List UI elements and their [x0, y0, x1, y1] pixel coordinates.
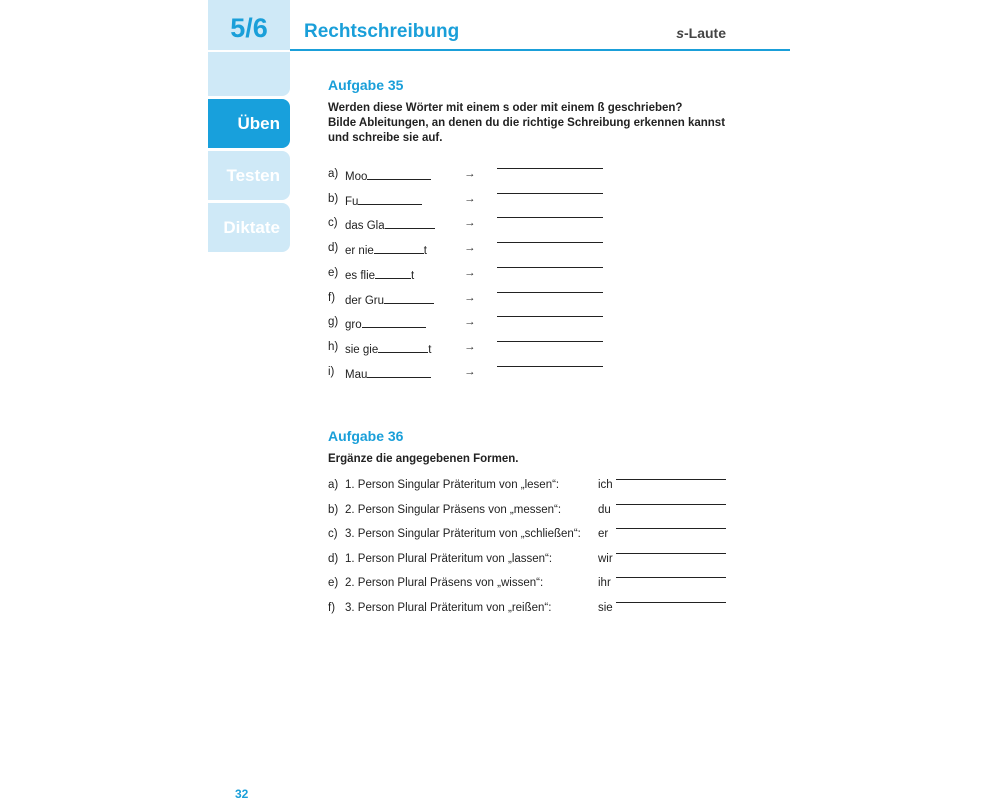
item-pronoun: ihr [598, 577, 611, 590]
task-36-item [328, 528, 728, 546]
item-label: c) [328, 528, 338, 541]
item-pronoun: du [598, 503, 611, 516]
task-36-item [328, 553, 728, 571]
answer-line[interactable] [497, 341, 603, 342]
blank-line[interactable] [367, 366, 431, 378]
task-35-item [328, 217, 628, 235]
task-35-item [328, 168, 628, 186]
task-36-item [328, 602, 728, 620]
task-35-instruction [328, 101, 725, 146]
task-35-item [328, 341, 628, 359]
item-label: c) [328, 217, 338, 230]
item-prefix: Fu [345, 195, 359, 208]
answer-line[interactable] [497, 267, 603, 268]
item-description: 2. Person Singular Präsens von „messen“: [345, 503, 562, 516]
item-label: d) [328, 552, 339, 565]
item-word [345, 193, 422, 208]
task-35-item [328, 242, 628, 260]
answer-line[interactable] [616, 479, 726, 480]
task-35-instruction-line-3: und schreibe sie auf. [328, 132, 443, 144]
answer-line[interactable] [616, 504, 726, 505]
answer-line[interactable] [616, 528, 726, 529]
side-tab-ueben[interactable] [208, 99, 290, 148]
task-35-item [328, 292, 628, 310]
blank-line[interactable] [385, 217, 435, 229]
task-35-instruction-line-2: Bilde Ableitungen, an denen du die richtige Schreibung erkennen kannst [328, 117, 726, 129]
item-pronoun: wir [598, 552, 613, 565]
page-title: Rechtschreibung [304, 21, 460, 42]
item-prefix: Moo [345, 171, 368, 183]
item-pronoun: er [598, 528, 609, 541]
answer-line[interactable] [497, 242, 603, 243]
blank-line[interactable] [374, 242, 424, 254]
task-35-heading: Aufgabe 35 [328, 77, 404, 93]
item-label: a) [328, 479, 339, 491]
item-word [345, 217, 435, 232]
item-label: f) [328, 291, 336, 304]
item-word [345, 366, 431, 381]
answer-line[interactable] [497, 316, 603, 317]
item-description: 1. Person Plural Präteritum von „lassen“: [345, 552, 553, 565]
item-label: g) [328, 316, 339, 329]
task-36-item [328, 504, 728, 522]
item-label: d) [328, 242, 339, 255]
header-divider [290, 49, 790, 51]
arrow-icon: → [464, 192, 476, 205]
arrow-icon: → [464, 168, 476, 180]
item-label: f) [328, 602, 336, 614]
blank-line[interactable] [358, 193, 422, 205]
arrow-icon: → [464, 242, 476, 255]
item-word [345, 267, 414, 282]
task-35-item [328, 267, 628, 285]
arrow-icon: → [464, 291, 476, 304]
item-suffix: t [423, 245, 427, 258]
item-word [345, 316, 426, 331]
task-35-item [328, 366, 628, 384]
item-prefix: Mau [345, 368, 368, 381]
side-tab-diktate[interactable] [208, 203, 290, 252]
item-description: 3. Person Singular Präteritum von „schließen“: [345, 528, 581, 541]
blank-line[interactable] [378, 341, 428, 353]
item-word [345, 292, 434, 307]
blank-line[interactable] [384, 292, 434, 304]
item-word [345, 341, 431, 356]
answer-line[interactable] [497, 366, 603, 367]
side-tab-ueben-label: Üben [237, 113, 280, 133]
side-tab-testen[interactable] [208, 151, 290, 200]
answer-line[interactable] [616, 577, 726, 578]
item-label: h) [328, 340, 339, 353]
item-prefix: sie gie [345, 343, 379, 356]
item-description: 2. Person Plural Präsens von „wissen“: [345, 577, 544, 590]
item-label: b) [328, 503, 339, 516]
page-number: 32 [235, 787, 249, 801]
item-suffix: t [428, 343, 432, 356]
item-suffix: t [411, 269, 415, 282]
item-pronoun: sie [598, 602, 613, 614]
task-36-item [328, 479, 728, 497]
item-label: e) [328, 266, 339, 279]
arrow-icon: → [464, 266, 476, 279]
answer-line[interactable] [497, 193, 603, 194]
blank-line[interactable] [362, 316, 426, 328]
item-label: e) [328, 577, 339, 590]
subtitle-italic: s [676, 25, 684, 41]
side-tab-diktate-label: Diktate [223, 217, 280, 237]
arrow-icon: → [464, 316, 476, 329]
answer-line[interactable] [497, 217, 603, 218]
answer-line[interactable] [497, 168, 603, 169]
task-35-item [328, 316, 628, 334]
answer-line[interactable] [616, 602, 726, 603]
task-35-item [328, 193, 628, 211]
item-word [345, 168, 431, 183]
subtitle-rest: -Laute [684, 25, 726, 41]
task-36-instruction: Ergänze die angegebenen Formen. [328, 453, 519, 465]
blank-line[interactable] [367, 168, 431, 180]
item-prefix: das Gla [345, 220, 385, 233]
task-35-instruction-line-1: Werden diese Wörter mit einem s oder mit einem ß geschrieben? [328, 102, 683, 114]
item-label: a) [328, 168, 339, 180]
item-prefix: er nie [345, 245, 374, 258]
item-word [345, 242, 427, 257]
item-prefix: gro [345, 319, 362, 332]
arrow-icon: → [464, 340, 476, 353]
item-label: i) [328, 365, 335, 378]
item-prefix: der Gru [345, 294, 384, 307]
arrow-icon: → [464, 365, 476, 378]
item-prefix: es flie [345, 269, 376, 282]
item-description: 3. Person Plural Präteritum von „reißen“: [345, 602, 552, 614]
side-tab-blank [208, 52, 290, 96]
item-pronoun: ich [598, 479, 613, 491]
task-36-item [328, 577, 728, 595]
task-36-heading: Aufgabe 36 [328, 428, 404, 444]
answer-line[interactable] [497, 292, 603, 293]
blank-line[interactable] [375, 267, 411, 279]
item-description: 1. Person Singular Präteritum von „lesen“: [345, 479, 560, 491]
answer-line[interactable] [616, 553, 726, 554]
item-label: b) [328, 192, 339, 205]
arrow-icon: → [464, 217, 476, 230]
chapter-number [208, 0, 290, 50]
side-tab-testen-label: Testen [226, 165, 280, 185]
chapter-number-text: 5/6 [230, 13, 268, 43]
page-subtitle [676, 25, 726, 41]
